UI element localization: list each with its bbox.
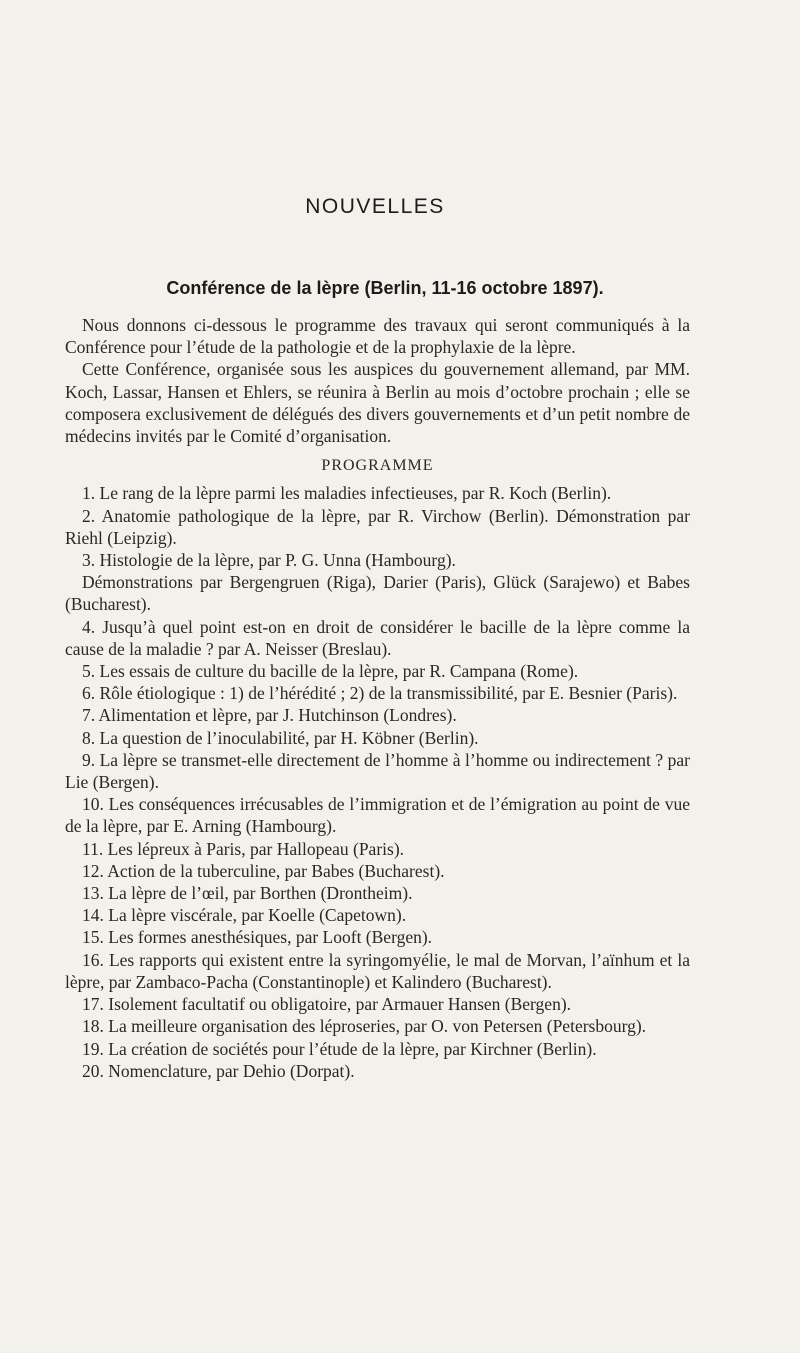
- programme-item: 19. La création de sociétés pour l’étude de la lèpre, par Kirchner (Berlin).: [82, 1038, 597, 1059]
- programme-title: PROGRAMME: [321, 457, 434, 475]
- programme-item: 17. Isolement facultatif ou obligatoire, par Armauer Hansen (Bergen).: [82, 994, 572, 1015]
- programme-item: 7. Alimentation et lèpre, par J. Hutchinson (Londres).: [82, 705, 457, 726]
- programme-item: Démonstrations par Bergengruen (Riga), Darier (Paris), Glück (Sarajewo) et Babes (Bucharest).: [65, 572, 690, 615]
- section-title: NOUVELLES: [305, 195, 445, 218]
- programme-list: [65, 482, 690, 1081]
- programme-item: 9. La lèpre se transmet-elle directement de l’homme à l’homme ou indirectement ? par Lie (Bergen).: [65, 749, 690, 793]
- programme-item: 10. Les conséquences irrécusables de l’immigration et de l’émigration au point de vue de la lèpre, par E. Arning (Hambourg).: [65, 794, 690, 837]
- programme-item: 14. La lèpre viscérale, par Koelle (Capetown).: [82, 905, 407, 926]
- programme-item: 3. Histologie de la lèpre, par P. G. Unna (Hambourg).: [82, 550, 456, 571]
- programme-item: 1. Le rang de la lèpre parmi les maladies infectieuses, par R. Koch (Berlin).: [82, 483, 612, 504]
- article-title: Conférence de la lèpre (Berlin, 11-16 octobre 1897).: [166, 278, 604, 298]
- programme-item: 8. La question de l’inoculabilité, par H. Köbner (Berlin).: [82, 727, 479, 748]
- programme-item: 4. Jusqu’à quel point est-on en droit de considérer le bacille de la lèpre comme la cause de la maladie ? par A. Neisser (Breslau).: [65, 616, 690, 659]
- programme-item: 6. Rôle étiologique : 1) de l’hérédité ; 2) de la transmissibilité, par E. Besnier (Paris).: [82, 683, 678, 704]
- programme-item: 20. Nomenclature, par Dehio (Dorpat).: [82, 1060, 355, 1081]
- intro-paragraph: Nous donnons ci-dessous le programme des travaux qui seront communiqués à la Conférence pour l’étude de la pathologie et de la prophylaxie de la lèpre.: [65, 315, 690, 358]
- programme-item: 2. Anatomie pathologique de la lèpre, par R. Virchow (Berlin). Démonstration par Riehl (Leipzig).: [65, 505, 690, 548]
- programme-item: 12. Action de la tuberculine, par Babes (Bucharest).: [82, 860, 445, 881]
- article-body: [65, 314, 690, 1082]
- programme-item: 18. La meilleure organisation des léproseries, par O. von Petersen (Petersbourg).: [82, 1016, 647, 1037]
- programme-item: 13. La lèpre de l’œil, par Borthen (Drontheim).: [82, 883, 413, 904]
- conference-paragraph: Cette Conférence, organisée sous les auspices du gouvernement allemand, par MM. Koch, Lassar, Hansen et Ehlers, se réunira à Berlin au mois d’octobre prochain ; elle se composera exclusivement de délégués des divers gouvernements et d’un petit nombre de médecins invités par le Comité d’organisation.: [65, 359, 690, 447]
- programme-item: 5. Les essais de culture du bacille de la lèpre, par R. Campana (Rome).: [82, 661, 579, 682]
- programme-item: 15. Les formes anesthésiques, par Looft (Bergen).: [82, 927, 433, 948]
- programme-item: 11. Les lépreux à Paris, par Hallopeau (Paris).: [82, 838, 405, 859]
- programme-item: 16. Les rapports qui existent entre la syringomyélie, le mal de Morvan, l’aïnhum et la lèpre, par Zambaco-Pacha (Constantinople) et Kalindero (Bucharest).: [65, 949, 690, 992]
